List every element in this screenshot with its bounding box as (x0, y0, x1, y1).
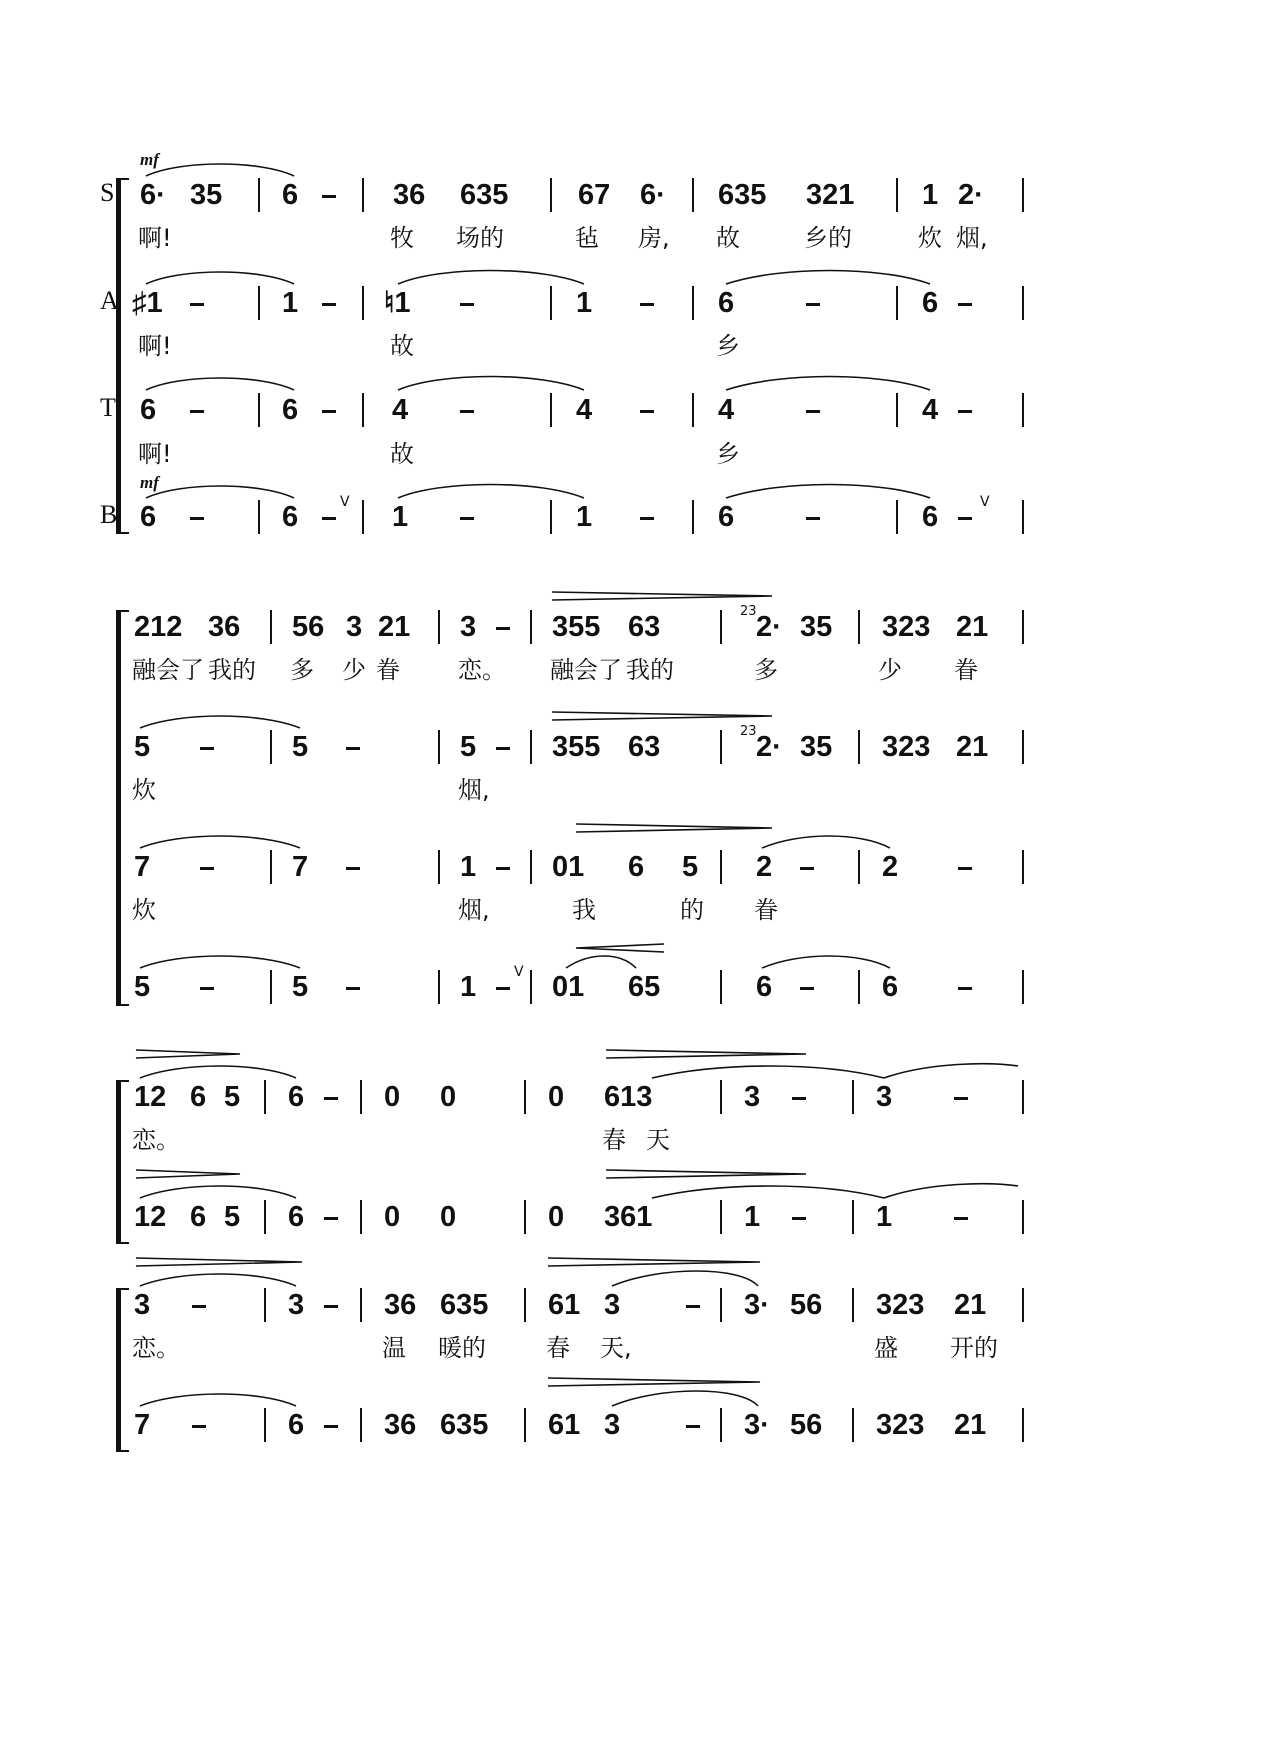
note: 6 (922, 501, 939, 533)
note: 1 (392, 501, 409, 533)
lyric: 天 (646, 1126, 670, 1154)
slur (140, 1274, 296, 1286)
note: 0 (548, 1201, 565, 1233)
note: 0 (384, 1201, 401, 1233)
note: 5 (292, 971, 309, 1003)
note: 6 (288, 1201, 305, 1233)
lyric: 啊! (138, 332, 172, 360)
note: ♮1 (384, 287, 411, 319)
note: 2 (882, 851, 899, 883)
note: 6 (628, 851, 645, 883)
note: 4 (392, 394, 409, 426)
note: 6· (140, 179, 166, 211)
note-group: 63 (628, 731, 661, 763)
slur (140, 1394, 296, 1406)
note-group: 36 (384, 1289, 417, 1321)
slur (140, 716, 300, 728)
note: 6 (282, 394, 299, 426)
note: 3 (460, 611, 477, 643)
note-group: 36 (208, 611, 241, 643)
lyric: 我的 (208, 656, 256, 684)
slur (140, 956, 300, 968)
lyric: 盛 (874, 1334, 898, 1362)
slur (146, 272, 294, 284)
note-group: 323 (882, 731, 931, 763)
note: 1 (876, 1201, 893, 1233)
note-group: 21 (378, 611, 411, 643)
lyric: 烟, (458, 776, 490, 804)
lyric: 我的 (626, 656, 674, 684)
hairpin (548, 1258, 760, 1266)
note: 6 (140, 501, 157, 533)
hairpin (606, 1170, 806, 1178)
note: 6 (282, 179, 299, 211)
lyric: 乡 (716, 332, 740, 360)
slur (140, 836, 300, 848)
slur (612, 1391, 758, 1406)
note: 3 (346, 611, 363, 643)
note: 6 (288, 1081, 305, 1113)
note: 5 (224, 1201, 241, 1233)
note: 5 (682, 851, 699, 883)
hairpin (576, 944, 664, 952)
note: 0 (440, 1201, 457, 1233)
lyric: 乡的 (804, 224, 852, 252)
note: 4 (718, 394, 735, 426)
lyric: 少 (878, 656, 902, 684)
note: 0 (548, 1081, 565, 1113)
slur (398, 271, 584, 285)
note-group: 12 (134, 1081, 167, 1113)
note-group: 21 (954, 1409, 987, 1441)
note: 1 (744, 1201, 761, 1233)
lyric: 恋。 (132, 1126, 180, 1154)
note: 0 (440, 1081, 457, 1113)
note-group: 355 (552, 611, 601, 643)
note-group: 35 (800, 611, 833, 643)
hairpin (136, 1258, 302, 1266)
hairpin (552, 712, 772, 720)
note-group: 35 (800, 731, 833, 763)
note: 6· (640, 179, 666, 211)
note-group: 56 (292, 611, 325, 643)
slur (146, 378, 294, 390)
lyric: 房, (638, 224, 670, 252)
note-group: 36 (384, 1409, 417, 1441)
lyric: 融会了 (550, 656, 622, 684)
note: 6 (140, 394, 157, 426)
note-group: 56 (790, 1409, 823, 1441)
note: 1 (460, 851, 477, 883)
note: 3 (604, 1409, 621, 1441)
note: 6 (922, 287, 939, 319)
breath-mark: V (340, 494, 350, 510)
note-group: 635 (440, 1409, 489, 1441)
lyric: 故 (716, 224, 740, 252)
note: 5 (134, 971, 151, 1003)
note: 7 (134, 1409, 151, 1441)
lyric: 的 (680, 896, 704, 924)
note: 3 (876, 1081, 893, 1113)
note: 3 (744, 1081, 761, 1113)
note: 6 (718, 287, 735, 319)
slur (762, 836, 890, 848)
lyric: 多 (290, 656, 314, 684)
note: 4 (576, 394, 593, 426)
lyric: 融会了 (132, 656, 204, 684)
lyric: 温 (382, 1334, 406, 1362)
lyric: 恋。 (458, 656, 506, 684)
slur (726, 485, 930, 499)
slur (146, 486, 294, 498)
note: 3 (288, 1289, 305, 1321)
note: 6 (190, 1201, 207, 1233)
lyric: 我 (572, 896, 596, 924)
note: 2· (756, 731, 782, 763)
lyric: 暖的 (438, 1334, 486, 1362)
note-group: 65 (628, 971, 661, 1003)
note: 1 (460, 971, 477, 1003)
dynamic-mf: mf (140, 150, 159, 169)
note-group: 21 (954, 1289, 987, 1321)
lyric: 炊 (132, 896, 156, 924)
note: 3 (134, 1289, 151, 1321)
note: 7 (134, 851, 151, 883)
note: 2· (756, 611, 782, 643)
hairpin (552, 592, 772, 600)
note: 5 (224, 1081, 241, 1113)
part-label-tenor: T (100, 393, 116, 422)
note: 4 (922, 394, 939, 426)
note-group: 635 (440, 1289, 489, 1321)
breath-mark: V (980, 494, 990, 510)
lyric: 故 (390, 332, 414, 360)
note-group: 212 (134, 611, 183, 643)
note-group: 323 (876, 1409, 925, 1441)
note-group: 61 (548, 1289, 581, 1321)
lyric: 恋。 (132, 1334, 180, 1362)
note: 6 (718, 501, 735, 533)
note-group: 35 (190, 179, 223, 211)
grace-notes: 23 (740, 724, 757, 739)
note-group: 355 (552, 731, 601, 763)
note: 2 (756, 851, 773, 883)
note-group: 36 (393, 179, 426, 211)
slur (884, 1064, 1018, 1078)
note: 1 (282, 287, 299, 319)
slur (146, 164, 294, 176)
slur (566, 956, 636, 968)
slur (726, 377, 930, 391)
note: 5 (292, 731, 309, 763)
note-group: 01 (552, 971, 585, 1003)
note-group: 63 (628, 611, 661, 643)
note-group: 323 (876, 1289, 925, 1321)
note: 0 (384, 1081, 401, 1113)
note: 1 (576, 501, 593, 533)
lyric: 春 (546, 1334, 570, 1362)
lyric: 毡 (575, 224, 599, 252)
note: 3· (744, 1409, 770, 1441)
lyric: 眷 (376, 656, 400, 684)
note-group: 635 (460, 179, 509, 211)
note: 6 (282, 501, 299, 533)
hairpin (136, 1170, 240, 1178)
grace-notes: 23 (740, 604, 757, 619)
part-label-soprano: S (100, 178, 115, 207)
note: 6 (756, 971, 773, 1003)
note-group: 635 (718, 179, 767, 211)
breath-mark: V (514, 964, 524, 980)
lyric: 烟, (458, 896, 490, 924)
note: 1 (576, 287, 593, 319)
hairpin (136, 1050, 240, 1058)
slur (140, 1186, 296, 1198)
lyric: 春 (602, 1126, 626, 1154)
lyric: 故 (390, 440, 414, 468)
note: 5 (134, 731, 151, 763)
slur (652, 1066, 884, 1078)
lyric: 啊! (138, 224, 172, 252)
hairpin (576, 824, 772, 832)
note-group: 67 (578, 179, 611, 211)
slur (398, 485, 584, 499)
slur (140, 1066, 296, 1078)
note: 6 (882, 971, 899, 1003)
note-group: 321 (806, 179, 855, 211)
note: ♯1 (132, 287, 163, 319)
lyric: 炊 (132, 776, 156, 804)
lyric: 天, (600, 1334, 632, 1362)
lyric: 场的 (456, 224, 504, 252)
slur (612, 1271, 758, 1286)
note-group: 361 (604, 1201, 653, 1233)
note-group: 12 (134, 1201, 167, 1233)
hairpin (548, 1378, 760, 1386)
note: 5 (460, 731, 477, 763)
slur (652, 1186, 884, 1198)
dynamic-mf: mf (140, 473, 159, 492)
note-group: 323 (882, 611, 931, 643)
note-group: 56 (790, 1289, 823, 1321)
note-group: 61 (548, 1409, 581, 1441)
lyric: 炊 (918, 224, 942, 252)
lyric: 少 (342, 656, 366, 684)
part-label-alto: A (100, 286, 119, 315)
note-group: 21 (956, 731, 989, 763)
note-group: 613 (604, 1081, 653, 1113)
slur (762, 956, 890, 968)
note: 2· (958, 179, 984, 211)
lyric: 多 (754, 656, 778, 684)
note-group: 01 (552, 851, 585, 883)
note-group: 21 (956, 611, 989, 643)
lyric: 乡 (716, 440, 740, 468)
lyric: 牧 (390, 224, 414, 252)
slur (398, 377, 584, 391)
note: 7 (292, 851, 309, 883)
note: 1 (922, 179, 939, 211)
lyric: 眷 (954, 656, 978, 684)
note: 3 (604, 1289, 621, 1321)
lyric: 啊! (138, 440, 172, 468)
lyric: 烟, (956, 224, 988, 252)
hairpin (606, 1050, 806, 1058)
slur (726, 271, 930, 285)
lyric: 眷 (754, 896, 778, 924)
slur (884, 1184, 1018, 1198)
part-label-bass: B (100, 500, 118, 529)
lyric: 开的 (950, 1334, 998, 1362)
note: 6 (190, 1081, 207, 1113)
note: 6 (288, 1409, 305, 1441)
note: 3· (744, 1289, 770, 1321)
